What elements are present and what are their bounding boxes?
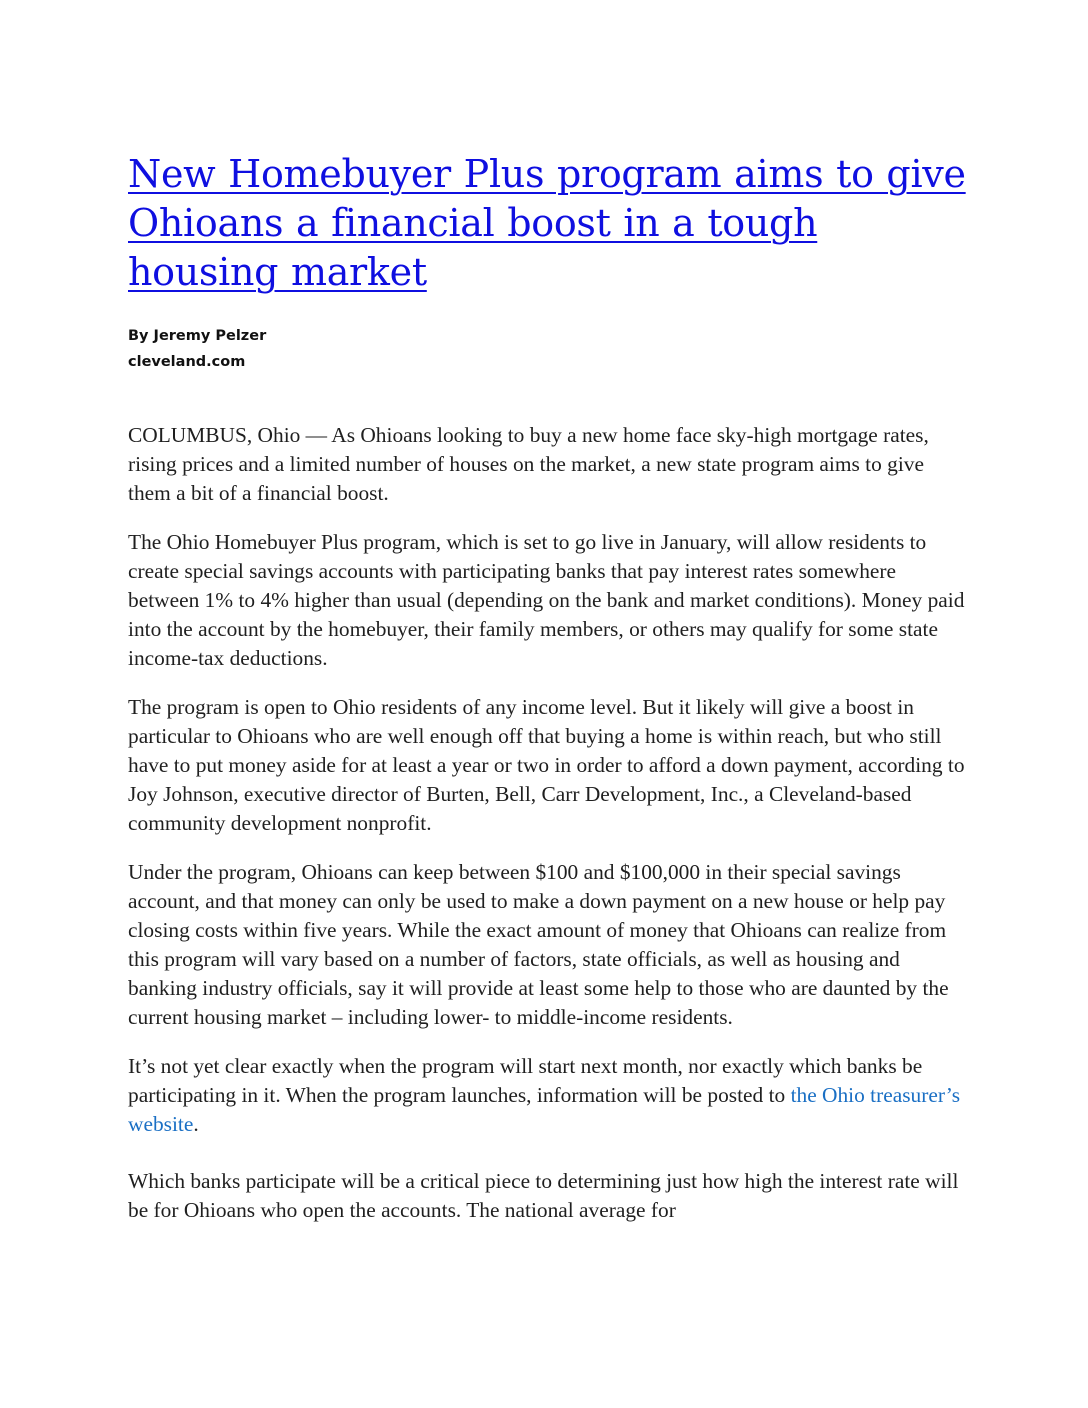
headline-link[interactable]: New Homebuyer Plus program aims to give Ohioans a financial boost in a tough housing market bbox=[128, 152, 966, 294]
article-body bbox=[128, 421, 968, 1225]
paragraph-5-text: It’s not yet clear exactly when the program will start next month, nor exactly which banks be participating in it. When the program launches, information will be posted to bbox=[128, 1054, 923, 1107]
paragraph-2: The Ohio Homebuyer Plus program, which is set to go live in January, will allow residents to create special savings accounts with participating banks that pay interest rates somewhere between 1% to 4% higher than usual (depending on the bank and market conditions). Money paid into the account by the homebuyer, their family members, or others may qualify for some state income-tax deductions. bbox=[128, 530, 965, 670]
treasurer-website-link[interactable]: the Ohio treasurer’s website bbox=[128, 1083, 961, 1136]
paragraph-1: COLUMBUS, Ohio — As Ohioans looking to buy a new home face sky-high mortgage rates, rising prices and a limited number of houses on the market, a new state program aims to give them a bit of a financial boost. bbox=[128, 423, 929, 505]
paragraph-3: The program is open to Ohio residents of any income level. But it likely will give a boost in particular to Ohioans who are well enough off that buying a home is within reach, but who still have to put money aside for at least a year or two in order to afford a down payment, according to Joy Johnson, executive director of Burten, Bell, Carr Development, Inc., a Cleveland-based community development nonprofit. bbox=[128, 695, 965, 835]
author-name: By Jeremy Pelzer bbox=[128, 328, 267, 344]
paragraph-5-end: . bbox=[193, 1112, 199, 1136]
byline bbox=[128, 323, 968, 375]
paragraph-6: Which banks participate will be a critical piece to determining just how high the interest rate will be for Ohioans who open the accounts. The national average for bbox=[128, 1169, 959, 1222]
paragraph-4: Under the program, Ohioans can keep between $100 and $100,000 in their special savings account, and that money can only be used to make a down payment on a new house or help pay closing costs within five years. While the exact amount of money that Ohioans can realize from this program will vary based on a number of factors, state officials, as well as housing and banking industry officials, say it will provide at least some help to those who are daunted by the current housing market – including lower- to middle-income residents. bbox=[128, 860, 949, 1029]
article-headline bbox=[128, 150, 968, 297]
document-page bbox=[128, 150, 968, 1245]
source-name: cleveland.com bbox=[128, 354, 246, 370]
paragraph-5 bbox=[128, 1052, 968, 1139]
